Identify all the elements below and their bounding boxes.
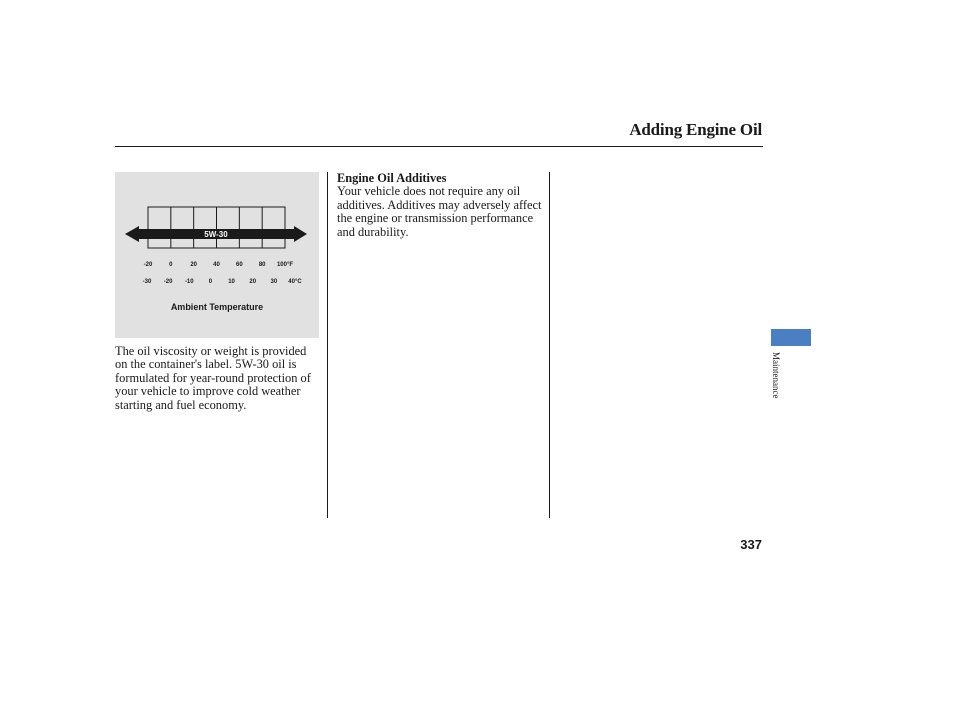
- celsius-tick-label: -20: [163, 279, 173, 285]
- viscosity-paragraph: The oil viscosity or weight is provided on the container's label. 5W-30 oil is formulated for year-round protection of your vehicle to improve cold weather starting and fuel economy.: [115, 344, 311, 412]
- fahrenheit-tick-label: 60: [235, 262, 243, 268]
- middle-column: [337, 172, 542, 239]
- viscosity-chart-graphic: [115, 172, 319, 302]
- fahrenheit-tick-label: -20: [143, 262, 153, 268]
- section-label: Maintenance: [771, 352, 781, 399]
- celsius-scale: [143, 279, 303, 285]
- celsius-tick-label: 20: [249, 279, 257, 285]
- fahrenheit-tick-label: 100°F: [276, 262, 294, 268]
- grid-lines: [171, 207, 262, 248]
- additives-heading: Engine Oil Additives: [337, 171, 447, 185]
- viscosity-chart: [115, 172, 319, 338]
- celsius-tick-label: 0: [208, 279, 213, 285]
- celsius-tick-label: -30: [142, 279, 152, 285]
- column-divider-left: [327, 172, 328, 518]
- celsius-tick-label: 10: [228, 279, 235, 285]
- fahrenheit-scale: [144, 262, 294, 268]
- title-rule: [115, 146, 763, 147]
- column-divider-right: [549, 172, 550, 518]
- left-column: [115, 345, 320, 412]
- section-tab: [771, 329, 811, 346]
- page-title: Adding Engine Oil: [629, 120, 762, 139]
- celsius-tick-label: 40°C: [288, 279, 302, 285]
- celsius-tick-label: 30: [270, 279, 278, 285]
- page-number: 337: [740, 537, 762, 552]
- oil-grade-label: 5W-30: [204, 230, 228, 239]
- fahrenheit-tick-label: 40: [213, 262, 220, 268]
- fahrenheit-tick-label: 20: [190, 262, 198, 268]
- fahrenheit-tick-label: 80: [258, 262, 266, 268]
- celsius-tick-label: -10: [184, 279, 194, 285]
- fahrenheit-tick-label: 0: [169, 262, 173, 268]
- figure-caption: Ambient Temperature: [170, 302, 264, 312]
- additives-paragraph: Your vehicle does not require any oil additives. Additives may adversely affect the engine or transmission performance and durability.: [337, 184, 542, 239]
